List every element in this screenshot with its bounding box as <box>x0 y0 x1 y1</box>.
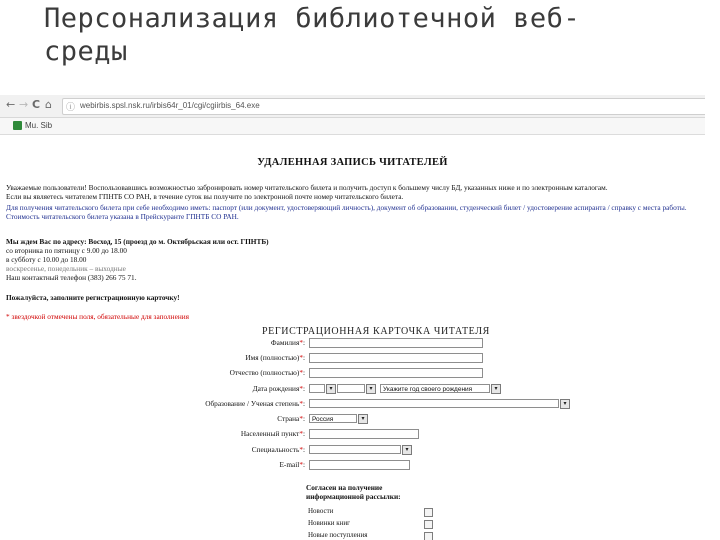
specialty-label: Специальность*: <box>251 445 305 454</box>
required-note: * звездочкой отмечены поля, обязательные для заполнения <box>6 312 189 321</box>
birth-month-arrow[interactable]: ▾ <box>366 384 376 394</box>
info-icon: ⓘ <box>66 103 76 113</box>
form-title: РЕГИСТРАЦИОННАЯ КАРТОЧКА ЧИТАТЕЛЯ <box>262 326 490 337</box>
birth-year-select[interactable]: Укажите год своего рождения <box>380 384 490 393</box>
address-line: Мы ждем Вас по адресу: Восход, 15 (проезд до м. Октябрьская или ост. ГПНТБ) <box>6 237 269 246</box>
back-button[interactable]: ← <box>6 98 16 111</box>
home-button[interactable]: ⌂ <box>45 98 52 111</box>
email-input[interactable] <box>309 460 410 470</box>
consent-title: Согласен на получение информационной рассылки: <box>306 483 401 501</box>
slide-title-line1: Персонализация библиотечной веб- <box>44 3 581 34</box>
slide-title <box>44 2 684 68</box>
consent-checkbox-news[interactable] <box>424 508 433 517</box>
patronymic-label: Отчество (полностью)*: <box>229 368 305 377</box>
birth-month-select[interactable] <box>337 384 365 393</box>
specialty-arrow[interactable]: ▾ <box>402 445 412 455</box>
surname-label: Фамилия*: <box>270 338 305 347</box>
education-select[interactable] <box>309 399 559 408</box>
web-page <box>0 135 705 540</box>
phone-line: Наш контактный телефон (383) 266 75 71. <box>6 273 137 282</box>
info-line-1: Для получения читательского билета при себе необходимо иметь: паспорт (или документ, удостоверяющий личность), документ об образовании, студенческий билет / удостоверение аспиранта / справку с места работы. <box>6 203 687 212</box>
reload-button[interactable]: C <box>32 98 41 111</box>
hours-line-1: со вторника по пятницу с 9.00 до 18.00 <box>6 246 127 255</box>
city-label: Населенный пункт*: <box>240 429 305 438</box>
browser-toolbar <box>0 95 705 118</box>
bookmarks-bar <box>0 118 705 135</box>
slide-title-line2: среды <box>44 36 128 67</box>
browser-screenshot <box>0 95 705 540</box>
consent-label-news: Новости <box>308 507 334 515</box>
specialty-select[interactable] <box>309 445 401 454</box>
birthdate-label: Дата рождения*: <box>252 384 305 393</box>
bookmark-icon <box>13 121 22 130</box>
country-arrow[interactable]: ▾ <box>358 414 368 424</box>
surname-input[interactable] <box>309 338 483 348</box>
forward-button[interactable]: → <box>19 98 29 111</box>
patronymic-input[interactable] <box>309 368 483 378</box>
please-fill-line: Пожалуйста, заполните регистрационную карточку! <box>6 293 180 302</box>
address-url: webirbis.spsl.nsk.ru/irbis64r_01/cgi/cgiirbis_64.exe <box>80 101 260 110</box>
hours-line-2: в субботу с 10.00 до 18.00 <box>6 255 87 264</box>
consent-checkbox-arrivals[interactable] <box>424 532 433 540</box>
page-title: УДАЛЕННАЯ ЗАПИСЬ ЧИТАТЕЛЕЙ <box>257 157 448 168</box>
country-label: Страна*: <box>277 414 305 423</box>
info-line-2: Стоимость читательского билета указана в Прейскуранте ГПНТБ СО РАН. <box>6 212 239 221</box>
education-label: Образование / Ученая степень*: <box>205 399 305 408</box>
intro-line-1: Уважаемые пользователи! Воспользовавшись возможностью забронировать номер читательского билета и получить доступ к большему числу БД, указанных ниже и по электронным каталогам. <box>6 183 608 192</box>
consent-label-arrivals: Новые поступления <box>308 531 368 539</box>
email-label: E-mail*: <box>279 460 305 469</box>
education-arrow[interactable]: ▾ <box>560 399 570 409</box>
name-input[interactable] <box>309 353 483 363</box>
city-input[interactable] <box>309 429 419 439</box>
birth-day-select[interactable] <box>309 384 325 393</box>
name-label: Имя (полностью)*: <box>245 353 305 362</box>
birth-day-arrow[interactable]: ▾ <box>326 384 336 394</box>
consent-checkbox-new-books[interactable] <box>424 520 433 529</box>
consent-label-new-books: Новинки книг <box>308 519 351 527</box>
intro-line-2: Если вы являетесь читателем ГПНТБ СО РАН, в течение суток вы получите по электронной почте номер читательского билета. <box>6 192 404 201</box>
birth-year-arrow[interactable]: ▾ <box>491 384 501 394</box>
hours-line-3: воскресенье, понедельник – выходные <box>6 264 126 273</box>
bookmark-link[interactable]: Mu. Sib <box>25 121 53 130</box>
address-bar[interactable] <box>62 98 705 115</box>
country-select[interactable]: Россия <box>309 414 357 423</box>
